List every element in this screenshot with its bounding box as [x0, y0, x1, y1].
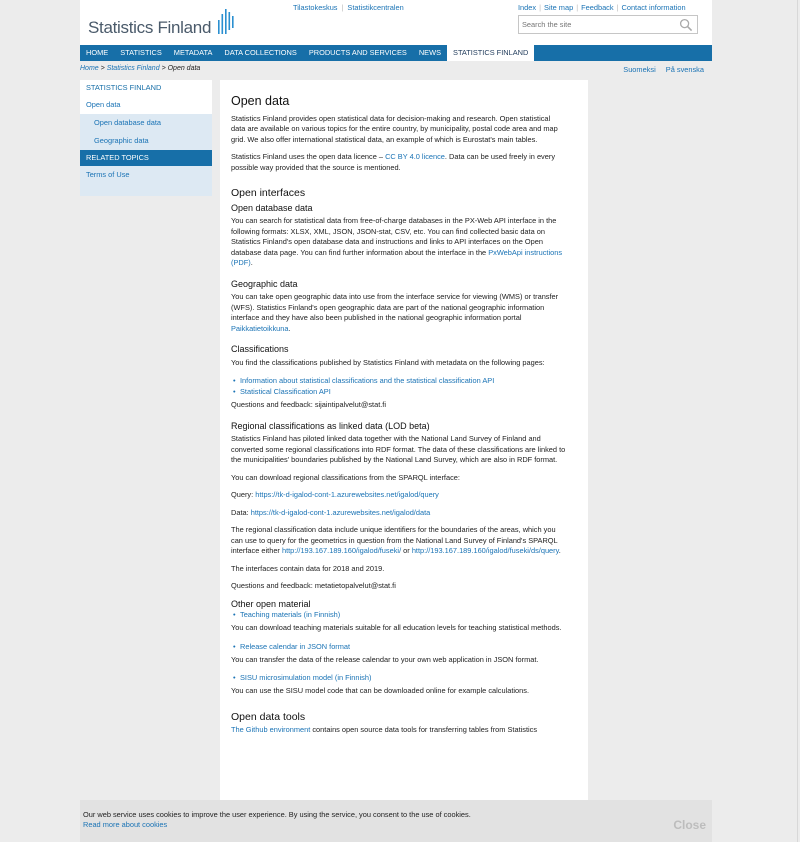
separator: |: [576, 3, 579, 12]
link-classification-info[interactable]: Information about statistical classifications and the statistical classification API: [240, 376, 495, 385]
breadcrumb-home[interactable]: Home: [80, 65, 99, 72]
lod-years-text: The interfaces contain data for 2018 and 2019.: [231, 563, 385, 573]
lod-geometry-or: or: [401, 546, 412, 555]
link-pa-svenska[interactable]: På svenska: [665, 65, 704, 74]
tools-text: contains open source data tools for transferring tables from Statistics: [310, 725, 538, 734]
classifications-text: You find the classifications published by Statistics Finland with metadata on the following pages:: [231, 357, 545, 367]
sidebar-item-open-data[interactable]: Open data: [80, 96, 212, 114]
cookie-close-button[interactable]: Close: [673, 818, 706, 832]
main-nav: [80, 45, 712, 61]
lod-geometry-end: .: [558, 546, 561, 555]
nav-statistics-finland[interactable]: STATISTICS FINLAND: [447, 45, 534, 61]
sidebar-related-list: [80, 166, 212, 196]
heading-geographic-data: Geographic data: [231, 278, 298, 289]
link-sparql-query[interactable]: https://tk-d-igalod-cont-1.azurewebsites.net/igalod/query: [255, 490, 439, 499]
search-icon[interactable]: [679, 18, 693, 32]
lod-text: Statistics Finland has piloted linked data together with the National Land Survey of Finland and converted some regional classifications into RDF format. The data of these classifications are linked to the municipalities' boundaries published by the National Land Survey, which are also in RDF format.: [231, 434, 566, 464]
link-index[interactable]: Index: [518, 3, 537, 12]
heading-classifications: Classifications: [231, 344, 289, 354]
lod-data-paragraph: [231, 508, 566, 519]
link-github-environment[interactable]: The Github environment: [231, 725, 311, 734]
database-text: You can search for statistical data from free-of-charge databases in the PX-Web API interface in the following formats: XLSX, XML, JSON, JSON-stat, CSV, etc. You can find collected basic data on Statistics Finland's open database data and instructions and links to API interfaces on the Open database data page. You can find further information about the interface in the: [231, 216, 557, 257]
article: [231, 96, 566, 743]
link-sisu-model[interactable]: SISU microsimulation model (in Finnish): [240, 673, 372, 682]
header-language-links: [293, 3, 404, 12]
licence-text: Statistics Finland uses the open data licence –: [231, 152, 386, 161]
search-input[interactable]: [519, 16, 669, 33]
link-read-more-cookies[interactable]: Read more about cookies: [83, 820, 168, 829]
link-sparql-data[interactable]: https://tk-d-igalod-cont-1.azurewebsites.net/igalod/data: [250, 507, 431, 517]
nav-data-collections[interactable]: DATA COLLECTIONS: [224, 48, 297, 57]
geographic-text-end: .: [288, 323, 291, 333]
geographic-paragraph: [231, 292, 566, 334]
tools-paragraph: [231, 725, 566, 736]
intro-text: Statistics Finland provides open statistical data for decision-making and research. Open statistical data are available on various topics for the entire country, by municipality, postal code area and map grid. We also offer international statistical data, an example of which is Eurostat's main tables.: [231, 113, 558, 144]
list-item: [231, 386, 566, 397]
heading-lod: Regional classifications as linked data (LOD beta): [231, 420, 430, 431]
heading-other-open-material: Other open material: [231, 598, 311, 609]
calendar-link-list: [231, 641, 566, 652]
header: [80, 0, 712, 45]
calendar-text: You can transfer the data of the release calendar to your own web application in JSON format.: [231, 654, 539, 664]
sidebar-heading-statistics-finland[interactable]: STATISTICS FINLAND: [80, 80, 212, 96]
link-contact-information[interactable]: Contact information: [621, 3, 686, 12]
search-box: [518, 15, 698, 34]
sisu-link-list: [231, 672, 566, 683]
nav-products-and-services[interactable]: PRODUCTS AND SERVICES: [308, 48, 407, 57]
link-teaching-materials[interactable]: Teaching materials (in Finnish): [240, 610, 341, 619]
sisu-text: You can use the SISU model code that can be downloaded online for example calculations.: [231, 686, 530, 695]
list-item: [231, 375, 566, 386]
breadcrumb-current: Open data: [167, 65, 201, 72]
sidebar: [80, 80, 212, 196]
list-item: [231, 641, 566, 652]
sidebar-heading-related-topics: RELATED TOPICS: [80, 150, 212, 166]
link-fuseki[interactable]: http://193.167.189.160/igalod/fuseki/: [281, 546, 402, 555]
separator: |: [341, 3, 344, 12]
nav-home[interactable]: HOME: [86, 48, 109, 57]
heading-open-interfaces: Open interfaces: [231, 187, 306, 199]
list-item: [231, 609, 566, 620]
breadcrumb-separator: >: [100, 65, 105, 72]
nav-statistics[interactable]: STATISTICS: [120, 48, 162, 57]
link-suomeksi[interactable]: Suomeksi: [623, 65, 656, 74]
main-content: [220, 80, 588, 842]
query-label: Query:: [231, 490, 256, 499]
lod-geometry-paragraph: [231, 525, 566, 557]
link-release-calendar-json[interactable]: Release calendar in JSON format: [240, 641, 351, 651]
breadcrumb-separator: >: [161, 65, 166, 72]
licence-paragraph: [231, 152, 566, 173]
site-logo[interactable]: Statistics Finland: [88, 18, 212, 37]
sidebar-item-geographic-data[interactable]: Geographic data: [94, 136, 149, 145]
link-cc-by-licence[interactable]: CC BY 4.0 licence: [385, 152, 445, 161]
link-fuseki-query[interactable]: http://193.167.189.160/igalod/fuseki/ds/query: [411, 546, 559, 555]
separator: |: [539, 3, 542, 12]
link-paikkatietoikkuna[interactable]: Paikkatietoikkuna: [231, 323, 289, 333]
link-site-map[interactable]: Site map: [544, 3, 574, 12]
nav-news[interactable]: NEWS: [418, 48, 442, 57]
link-tilastokeskus[interactable]: Tilastokeskus: [293, 3, 338, 12]
link-statistikcentralen[interactable]: Statistikcentralen: [347, 3, 404, 12]
classifications-feedback: Questions and feedback: sijaintipalvelut@stat.fi: [231, 400, 386, 409]
link-feedback[interactable]: Feedback: [581, 3, 614, 12]
heading-open-data-tools: Open data tools: [231, 710, 306, 723]
data-label: Data:: [231, 507, 251, 517]
database-paragraph: [231, 216, 566, 269]
breadcrumb: [80, 65, 200, 72]
page-title: Open data: [231, 94, 290, 108]
link-pxwebapi-instructions[interactable]: PxWebApi instructions (PDF): [231, 247, 563, 267]
breadcrumb-statistics-finland[interactable]: Statistics Finland: [106, 65, 160, 72]
sidebar-item-open-database-data[interactable]: Open database data: [94, 118, 161, 127]
sidebar-list: [80, 96, 212, 150]
cookie-banner: [80, 800, 712, 842]
language-switch: [615, 65, 704, 74]
utility-links: [518, 3, 686, 12]
link-classification-api[interactable]: Statistical Classification API: [240, 387, 331, 396]
logo-bars-icon: [216, 6, 236, 36]
teaching-link-list: [231, 609, 566, 620]
classifications-links: [231, 375, 566, 397]
cookie-text: Our web service uses cookies to improve the user experience. By using the service, you consent to the use of cookies.: [83, 810, 471, 819]
sidebar-item-terms-of-use[interactable]: Terms of Use: [86, 170, 130, 179]
lod-download-text: You can download regional classifications from the SPARQL interface:: [231, 472, 460, 482]
list-item: [231, 672, 566, 683]
lod-feedback: Questions and feedback: metatietopalvelut@stat.fi: [231, 581, 396, 590]
licence-text-end: . Data can be used freely in every possible way provided that the source is mentioned.: [231, 152, 556, 172]
database-text-end: .: [250, 258, 253, 267]
page-edge-line: [797, 0, 798, 842]
geographic-text: You can take open geographic data into use from the interface service for viewing (WMS) or transfer (WFS). Statistics Finland's open geographic data are part of the national geographic information interface and they have also been published in the national geographic information portal: [231, 292, 559, 322]
heading-open-database-data: Open database data: [231, 202, 313, 213]
lod-query-paragraph: [231, 490, 566, 501]
separator: |: [616, 3, 619, 12]
nav-metadata[interactable]: METADATA: [173, 48, 213, 57]
page: [80, 0, 712, 842]
lod-geometry-text: The regional classification data include unique identifiers for the boundaries of the areas, which you can use to query for the geometrics in question from the National Land Survey of Finland's SPARQL interface either: [231, 525, 558, 555]
teaching-text: You can download teaching materials suitable for all education levels for teaching statistical methods.: [231, 623, 562, 632]
